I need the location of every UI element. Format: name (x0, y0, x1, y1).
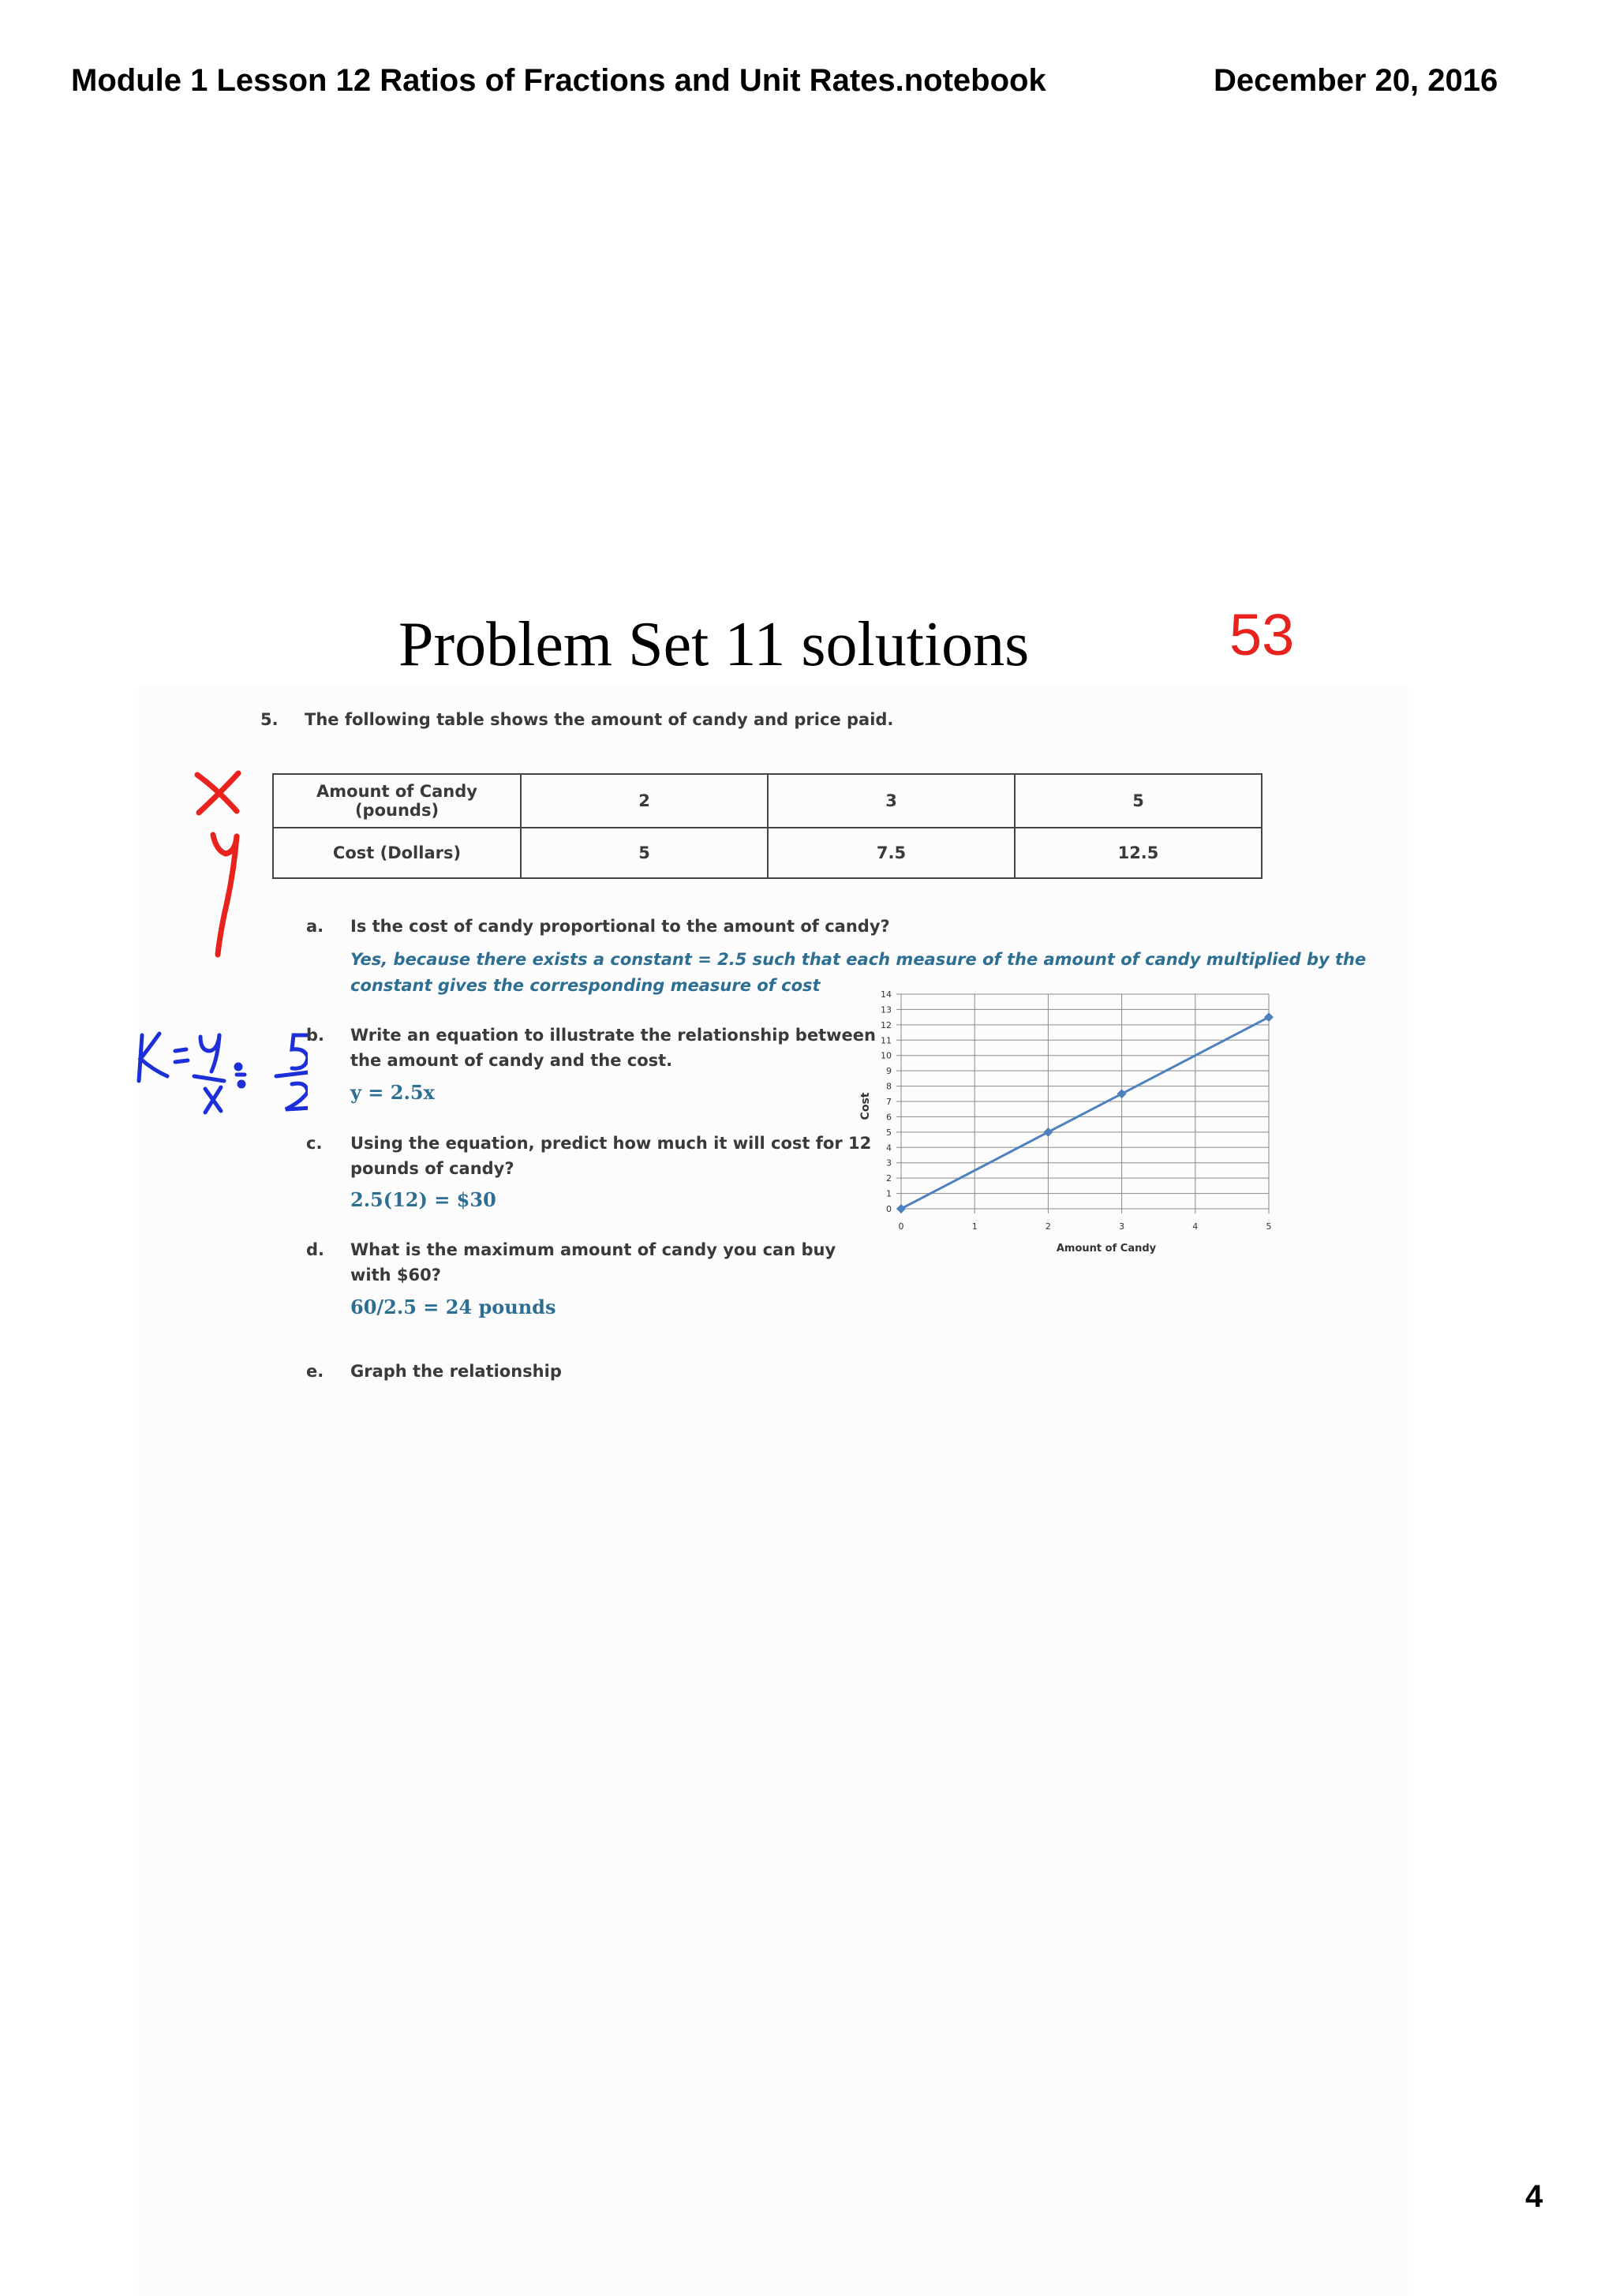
chart-grid (896, 994, 1269, 1213)
part-a-letter: a. (306, 917, 324, 936)
table-cell: 12.5 (1015, 828, 1262, 878)
chart-data-point (1043, 1127, 1053, 1137)
part-c-letter: c. (306, 1134, 323, 1153)
part-d-question-line: with $60? (350, 1266, 441, 1284)
table-header-line: (pounds) (354, 801, 440, 820)
part-e-letter: e. (306, 1362, 324, 1381)
part-c-question-line: pounds of candy? (350, 1159, 514, 1178)
chart-y-tick-label: 13 (881, 1004, 892, 1015)
chart-data-point (896, 1204, 906, 1213)
handwritten-blue-k-equation (139, 1034, 308, 1112)
chart-data-point (1264, 1012, 1274, 1022)
chart-y-tick-label: 8 (886, 1081, 892, 1092)
table-cell: 5 (521, 828, 768, 878)
chart-x-tick-label: 3 (1119, 1221, 1125, 1232)
part-d-question-line: What is the maximum amount of candy you can buy (350, 1240, 836, 1259)
page-number: 4 (1525, 2179, 1543, 2214)
chart-y-ticks (881, 989, 892, 1214)
chart-y-tick-label: 7 (886, 1097, 892, 1107)
chart-x-tick-label: 5 (1266, 1221, 1272, 1232)
chart-y-tick-label: 9 (886, 1066, 892, 1077)
chart-y-tick-label: 12 (881, 1019, 892, 1030)
chart-x-axis-label: Amount of Candy (1056, 1243, 1157, 1255)
table-cell: 3 (768, 774, 1015, 828)
part-c-answer: 2.5(12) = $30 (350, 1188, 496, 1211)
chart-series (896, 1012, 1274, 1213)
part-c-question-line: Using the equation, predict how much it will cost for 12 (350, 1134, 872, 1153)
handwritten-red-x (197, 773, 238, 813)
table-cell: 5 (1015, 774, 1262, 828)
handwritten-annotations (118, 757, 308, 1152)
problem-intro: The following table shows the amount of candy and price paid. (305, 710, 894, 729)
part-b-question-line: Write an equation to illustrate the relationship between (350, 1026, 876, 1045)
part-a-answer-line: constant gives the corresponding measure of cost (350, 976, 821, 995)
part-d-letter: d. (306, 1240, 325, 1259)
chart-y-tick-label: 4 (886, 1142, 892, 1154)
table-cell: 7.5 (768, 828, 1015, 878)
table-cell: 2 (521, 774, 768, 828)
table-header-line: Amount of Candy (316, 782, 477, 801)
chart-y-tick-label: 10 (881, 1050, 892, 1061)
part-d-answer: 60/2.5 = 24 pounds (350, 1296, 556, 1318)
candy-table (272, 773, 1262, 879)
chart-y-axis-label: Cost (859, 1092, 872, 1120)
chart-y-tick-label: 5 (886, 1127, 892, 1138)
handwritten-red-y (213, 835, 237, 955)
chart-x-tick-label: 4 (1192, 1221, 1199, 1232)
table-header-cell: Cost (Dollars) (273, 828, 521, 878)
part-b-letter: b. (306, 1026, 325, 1045)
chart-x-tick-label: 2 (1045, 1221, 1051, 1232)
table-row (273, 828, 1262, 878)
chart-x-tick-label: 1 (971, 1221, 978, 1232)
problem-number: 5. (260, 710, 279, 729)
chart-series-line (901, 1017, 1269, 1209)
chart-y-tick-label: 3 (886, 1157, 892, 1169)
table-header-cell (273, 774, 521, 828)
slide-title: Problem Set 11 solutions (398, 610, 1030, 679)
document-date: December 20, 2016 (1214, 63, 1498, 98)
chart-y-tick-label: 14 (881, 989, 892, 1000)
chart-y-tick-label: 0 (886, 1204, 892, 1214)
chart-y-tick-label: 11 (881, 1035, 892, 1046)
table-row (273, 774, 1262, 828)
candy-cost-chart (852, 978, 1278, 1255)
part-e-question: Graph the relationship (350, 1362, 562, 1381)
chart-x-ticks (899, 1221, 1272, 1232)
red-slide-number: 53 (1229, 602, 1295, 667)
part-a-question: Is the cost of candy proportional to the amount of candy? (350, 917, 890, 936)
part-b-question-line: the amount of candy and the cost. (350, 1051, 673, 1070)
chart-x-tick-label: 0 (898, 1221, 904, 1232)
chart-y-tick-label: 2 (886, 1173, 892, 1184)
document-title: Module 1 Lesson 12 Ratios of Fractions and Unit Rates.notebook (71, 63, 1046, 98)
chart-data-point (1117, 1089, 1127, 1098)
chart-y-tick-label: 6 (886, 1112, 892, 1123)
part-b-answer: y = 2.5x (350, 1081, 435, 1104)
part-a-answer-line: Yes, because there exists a constant = 2.5 such that each measure of the amount of candy multiplied by the (350, 950, 1367, 969)
chart-y-tick-label: 1 (886, 1188, 892, 1199)
